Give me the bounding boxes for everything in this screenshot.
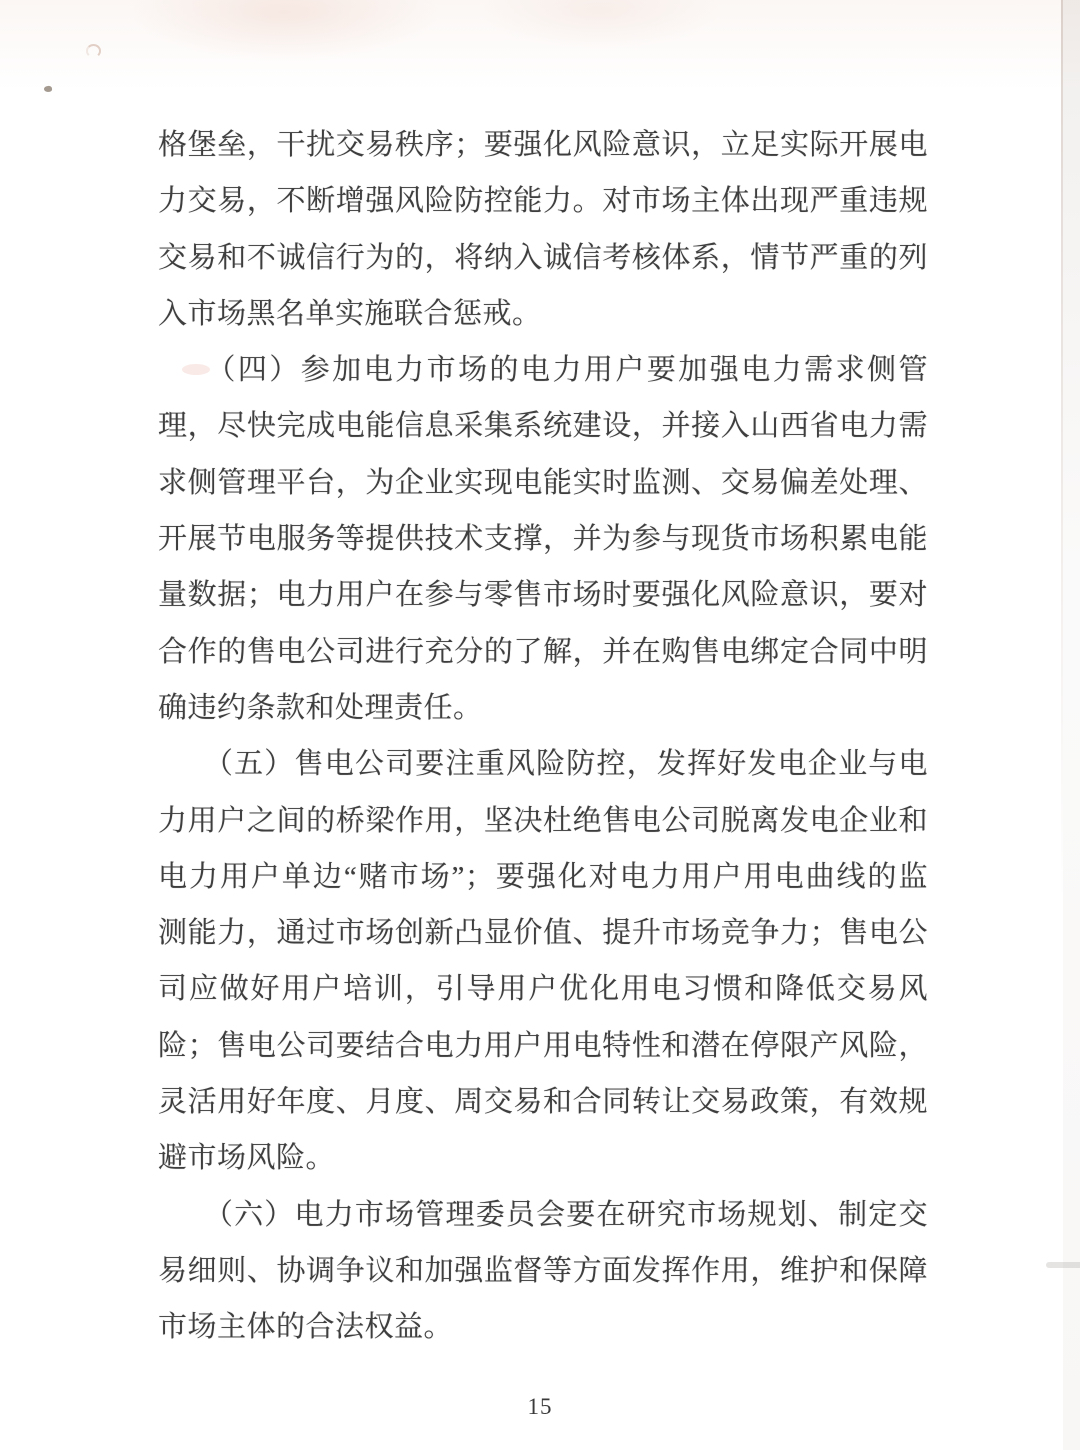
scan-artifact-page-edge-line: [1061, 0, 1063, 900]
scan-artifact-mark: [86, 44, 101, 58]
text-line: 格堡垒，干扰交易秩序；要强化风险意识，立足实际开展电: [158, 129, 928, 161]
scan-artifact-page-edge: [1063, 0, 1080, 1450]
text-line: （四）参加电力市场的电力用户要加强电力需求侧管: [158, 354, 928, 387]
scan-artifact-stain: [480, 0, 720, 50]
text-line: 市场主体的合法权益。: [158, 1311, 454, 1344]
scan-artifact-speck: [44, 85, 53, 92]
page-number: 15: [527, 1394, 553, 1419]
text-line: （五）售电公司要注重风险防控，发挥好发电企业与电: [158, 748, 928, 781]
text-line: 灵活用好年度、月度、周交易和合同转让交易政策，有效规: [158, 1086, 928, 1119]
scan-artifact-stain: [130, 0, 440, 62]
text-line: 力用户之间的桥梁作用，坚决杜绝售电公司脱离发电企业和: [158, 804, 928, 837]
text-line: 开展节电服务等提供技术支撑，并为参与现货市场积累电能: [158, 523, 928, 556]
scan-artifact-dash: [1046, 1262, 1080, 1268]
text-line: 避市场风险。: [158, 1142, 336, 1175]
text-line: 求侧管理平台，为企业实现电能实时监测、交易偏差处理、: [158, 466, 928, 499]
text-line: 易细则、协调争议和加强监督等方面发挥作用，维护和保障: [158, 1254, 928, 1287]
text-line: 入市场黑名单实施联合惩戒。: [158, 297, 542, 330]
text-line: 力交易，不断增强风险防控能力。对市场主体出现严重违规: [158, 185, 928, 218]
text-line: 合作的售电公司进行充分的了解，并在购售电绑定合同中明: [158, 635, 928, 668]
text-line: 量数据；电力用户在参与零售市场时要强化风险意识，要对: [158, 579, 928, 612]
text-line: 测能力，通过市场创新凸显价值、提升市场竞争力；售电公: [158, 917, 928, 950]
text-line: 电力用户单边“赌市场”；要强化对电力用户用电曲线的监: [158, 860, 928, 893]
text-block: [158, 117, 928, 1356]
text-line: 交易和不诚信行为的，将纳入诚信考核体系，情节严重的列: [158, 241, 928, 274]
text-line: 险；售电公司要结合电力用户用电特性和潜在停限产风险，: [158, 1029, 928, 1062]
text-line: （六）电力市场管理委员会要在研究市场规划、制定交: [158, 1198, 928, 1231]
text-line: 确违约条款和处理责任。: [158, 691, 483, 724]
text-line: 理，尽快完成电能信息采集系统建设，并接入山西省电力需: [158, 410, 928, 443]
text-line: 司应做好用户培训，引导用户优化用电习惯和降低交易风: [158, 973, 928, 1006]
